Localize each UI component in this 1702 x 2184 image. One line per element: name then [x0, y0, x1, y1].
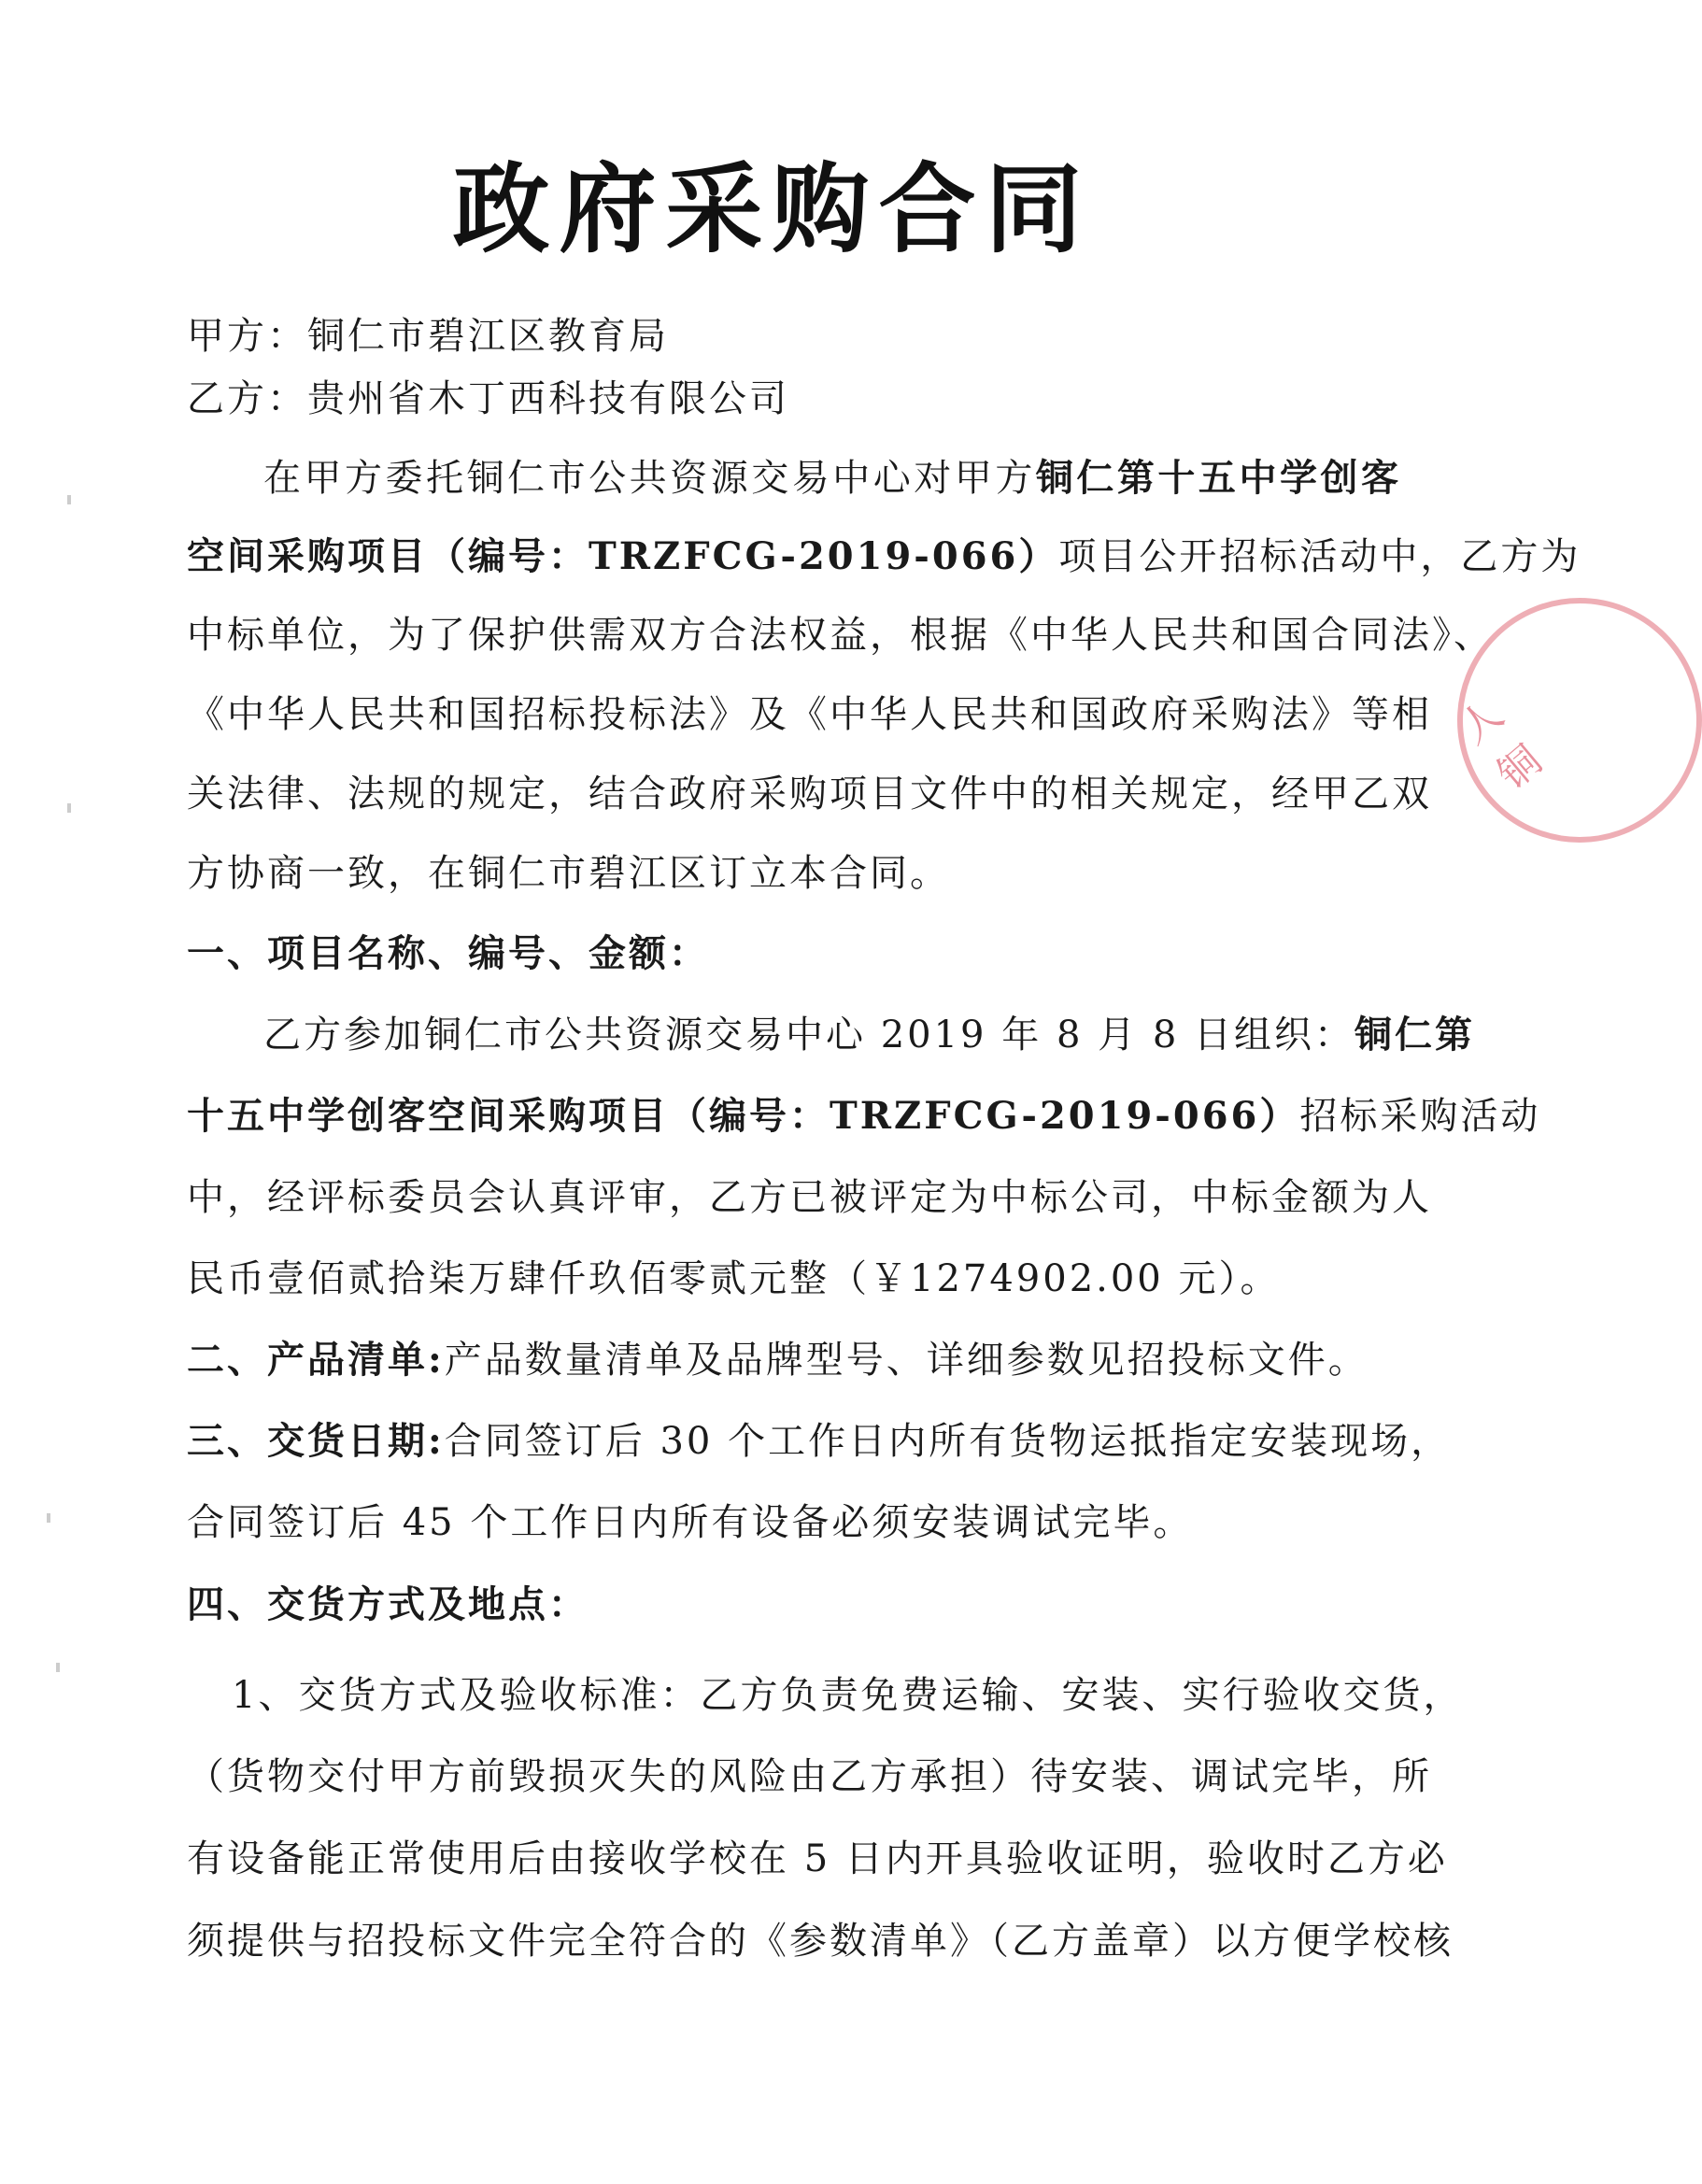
scan-speck	[56, 1663, 60, 1672]
intro-line-5: 关法律、法规的规定，结合政府采购项目文件中的相关规定，经甲乙双	[187, 773, 1432, 815]
intro-line-3: 中标单位，为了保护供需双方合法权益，根据《中华人民共和国合同法》、	[187, 614, 1494, 657]
party-a: 甲方：铜仁市碧江区教育局	[187, 315, 669, 358]
section-3-heading: 三、交货日期:	[187, 1419, 445, 1463]
section-2	[187, 1332, 1401, 1388]
intro-text: 项目公开招标活动中，乙方为	[1058, 535, 1581, 578]
scan-speck	[47, 1513, 50, 1523]
section-4-line-3: 有设备能正常使用后由接收学校在 5 日内开具验收证明，验收时乙方必	[187, 1837, 1448, 1880]
section-1-text: 招标采购活动	[1299, 1095, 1541, 1138]
section-1-line-1	[263, 1007, 1475, 1063]
section-3-line-2: 合同签订后 45 个工作日内所有设备必须安装调试完毕。	[187, 1501, 1194, 1544]
section-1-line-3: 中，经评标委员会认真评审，乙方已被评定为中标公司，中标金额为人	[187, 1176, 1432, 1219]
project-name-bold: 铜仁第	[1354, 1013, 1475, 1057]
intro-line-1	[263, 450, 1401, 506]
party-b: 乙方：贵州省木丁西科技有限公司	[187, 377, 789, 420]
project-code-bold: 十五中学创客空间采购项目（编号：TRZFCG-2019-066）	[187, 1094, 1300, 1138]
section-3-text: 合同签订后 30 个工作日内所有货物运抵指定安装现场，	[444, 1420, 1452, 1463]
intro-line-6: 方协商一致，在铜仁市碧江区订立本合同。	[187, 852, 950, 895]
project-code-bold: 空间采购项目（编号：TRZFCG-2019-066）	[187, 534, 1059, 578]
section-4-line-1: 1、交货方式及验收标准：乙方负责免费运输、安装、实行验收交货，	[232, 1674, 1464, 1717]
section-4-line-2: （货物交付甲方前毁损灭失的风险由乙方承担）待安装、调试完毕，所	[187, 1755, 1432, 1798]
scan-speck	[67, 803, 71, 813]
intro-line-2	[187, 529, 1581, 585]
intro-line-4: 《中华人民共和国招标投标法》及《中华人民共和国政府采购法》等相	[187, 693, 1432, 736]
section-4-heading: 四、交货方式及地点：	[187, 1582, 589, 1626]
section-4-line-4: 须提供与招投标文件完全符合的《参数清单》（乙方盖章）以方便学校核	[187, 1920, 1454, 1963]
scan-speck	[67, 495, 71, 504]
page-title: 政府采购合同	[452, 152, 1092, 266]
section-2-heading: 二、产品清单:	[187, 1338, 445, 1382]
section-1-line-4: 民币壹佰贰拾柒万肆仟玖佰零贰元整（￥1274902.00 元）。	[187, 1257, 1281, 1300]
seal-text: 人 铜	[1450, 690, 1552, 800]
section-1-heading: 一、项目名称、编号、金额：	[187, 931, 709, 975]
section-3-line-1	[187, 1413, 1452, 1469]
project-name-bold: 铜仁第十五中学创客	[1035, 456, 1402, 500]
intro-text: 在甲方委托铜仁市公共资源交易中心对甲方	[263, 457, 1036, 500]
section-2-text: 产品数量清单及品牌型号、详细参数见招投标文件。	[444, 1339, 1369, 1382]
section-1-line-2	[187, 1088, 1541, 1144]
section-1-text: 乙方参加铜仁市公共资源交易中心 2019 年 8 月 8 日组织：	[263, 1014, 1355, 1057]
